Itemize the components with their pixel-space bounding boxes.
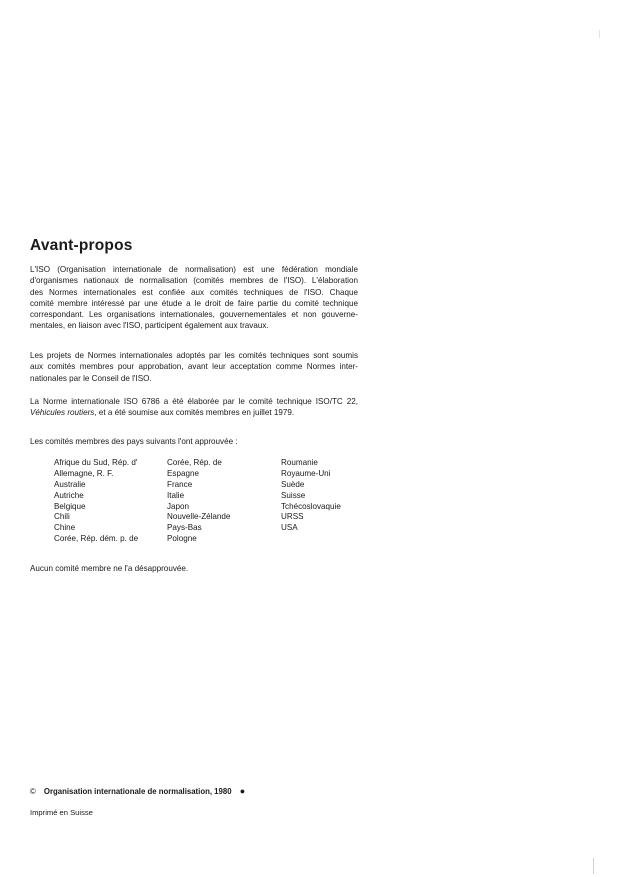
country-item: Roumanie xyxy=(281,458,318,467)
text-line: Les projets de Normes internationales adoptés par les comités techniques sont soumis xyxy=(30,351,358,360)
country-item: Royaume-Uni xyxy=(281,468,331,478)
text-line: L'ISO (Organisation internationale de normalisation) est une fédération mondiale xyxy=(30,265,358,274)
page-title: Avant-propos xyxy=(30,237,133,254)
copyright-icon: © xyxy=(30,787,36,796)
paragraph-disapproval xyxy=(30,563,358,574)
country-item: USA xyxy=(281,523,298,533)
countries-column-1 xyxy=(54,458,138,545)
country-item: Pologne xyxy=(167,534,197,544)
country-item: Belgique xyxy=(54,501,86,511)
text-line: correspondant. Les organisations internationales, gouvernementales et non gouverne- xyxy=(30,310,358,320)
text-line: aux comités membres pour approbation, avant leur acceptation comme Normes inter- xyxy=(30,362,358,372)
country-item: Corée, Rép. de xyxy=(167,458,222,467)
country-item: URSS xyxy=(281,512,304,522)
text-line xyxy=(30,407,358,418)
country-item: Australie xyxy=(54,479,86,489)
country-item: Allemagne, R. F. xyxy=(54,468,114,478)
paragraph-standard-origin xyxy=(30,396,358,419)
text-line: d'organismes nationaux de normalisation (comités membres de l'ISO). L'élaboration xyxy=(30,276,358,286)
paragraph-iso-description xyxy=(30,264,358,332)
text-fragment: , et a été soumise aux comités membres en juillet 1979. xyxy=(94,408,295,418)
committee-title: Véhicules routiers xyxy=(30,408,95,418)
printed-in-note: Imprimé en Suisse xyxy=(30,808,93,817)
country-item: Espagne xyxy=(167,468,199,478)
text-line: Les comités membres des pays suivants l'ont approuvée : xyxy=(30,437,238,446)
country-item: Japon xyxy=(167,501,190,511)
countries-column-3 xyxy=(281,458,341,534)
paragraph-draft-standards xyxy=(30,350,358,384)
text-line: nationales par le Conseil de l'ISO. xyxy=(30,373,152,383)
scan-edge-mark xyxy=(599,30,600,38)
country-item: Afrique du Sud, Rép. d' xyxy=(54,458,138,467)
country-item: Suède xyxy=(281,479,305,489)
text-line: des Normes internationales est confiée aux comités techniques de l'ISO. Chaque xyxy=(30,287,358,297)
copyright-line xyxy=(30,786,245,796)
countries-column-2 xyxy=(167,458,230,545)
country-item: Corée, Rép. dém. p. de xyxy=(54,534,139,544)
copyright-organisation: Organisation internationale de normalisation, 1980 xyxy=(43,787,232,796)
text-line: comité membre intéressé par une étude a le droit de faire partie du comité technique xyxy=(30,298,358,308)
country-item: Suisse xyxy=(281,490,306,500)
country-item: France xyxy=(167,479,193,489)
country-item: Nouvelle-Zélande xyxy=(167,512,231,522)
country-item: Pays-Bas xyxy=(167,523,202,533)
scan-edge-mark xyxy=(593,858,594,874)
country-item: Tchécoslovaquie xyxy=(281,501,341,511)
text-line: Aucun comité membre ne l'a désapprouvée. xyxy=(30,564,189,573)
text-line: mentales, en liaison avec l'ISO, participent également aux travaux. xyxy=(30,321,269,331)
paragraph-approval-intro xyxy=(30,436,358,447)
country-item: Chine xyxy=(54,523,76,533)
country-item: Italie xyxy=(167,490,185,500)
country-item: Autriche xyxy=(54,490,84,500)
text-line: La Norme internationale ISO 6786 a été élaborée par le comité technique ISO/TC 22, xyxy=(30,397,358,406)
bullet-icon: ● xyxy=(239,786,246,796)
country-item: Chili xyxy=(54,512,70,522)
